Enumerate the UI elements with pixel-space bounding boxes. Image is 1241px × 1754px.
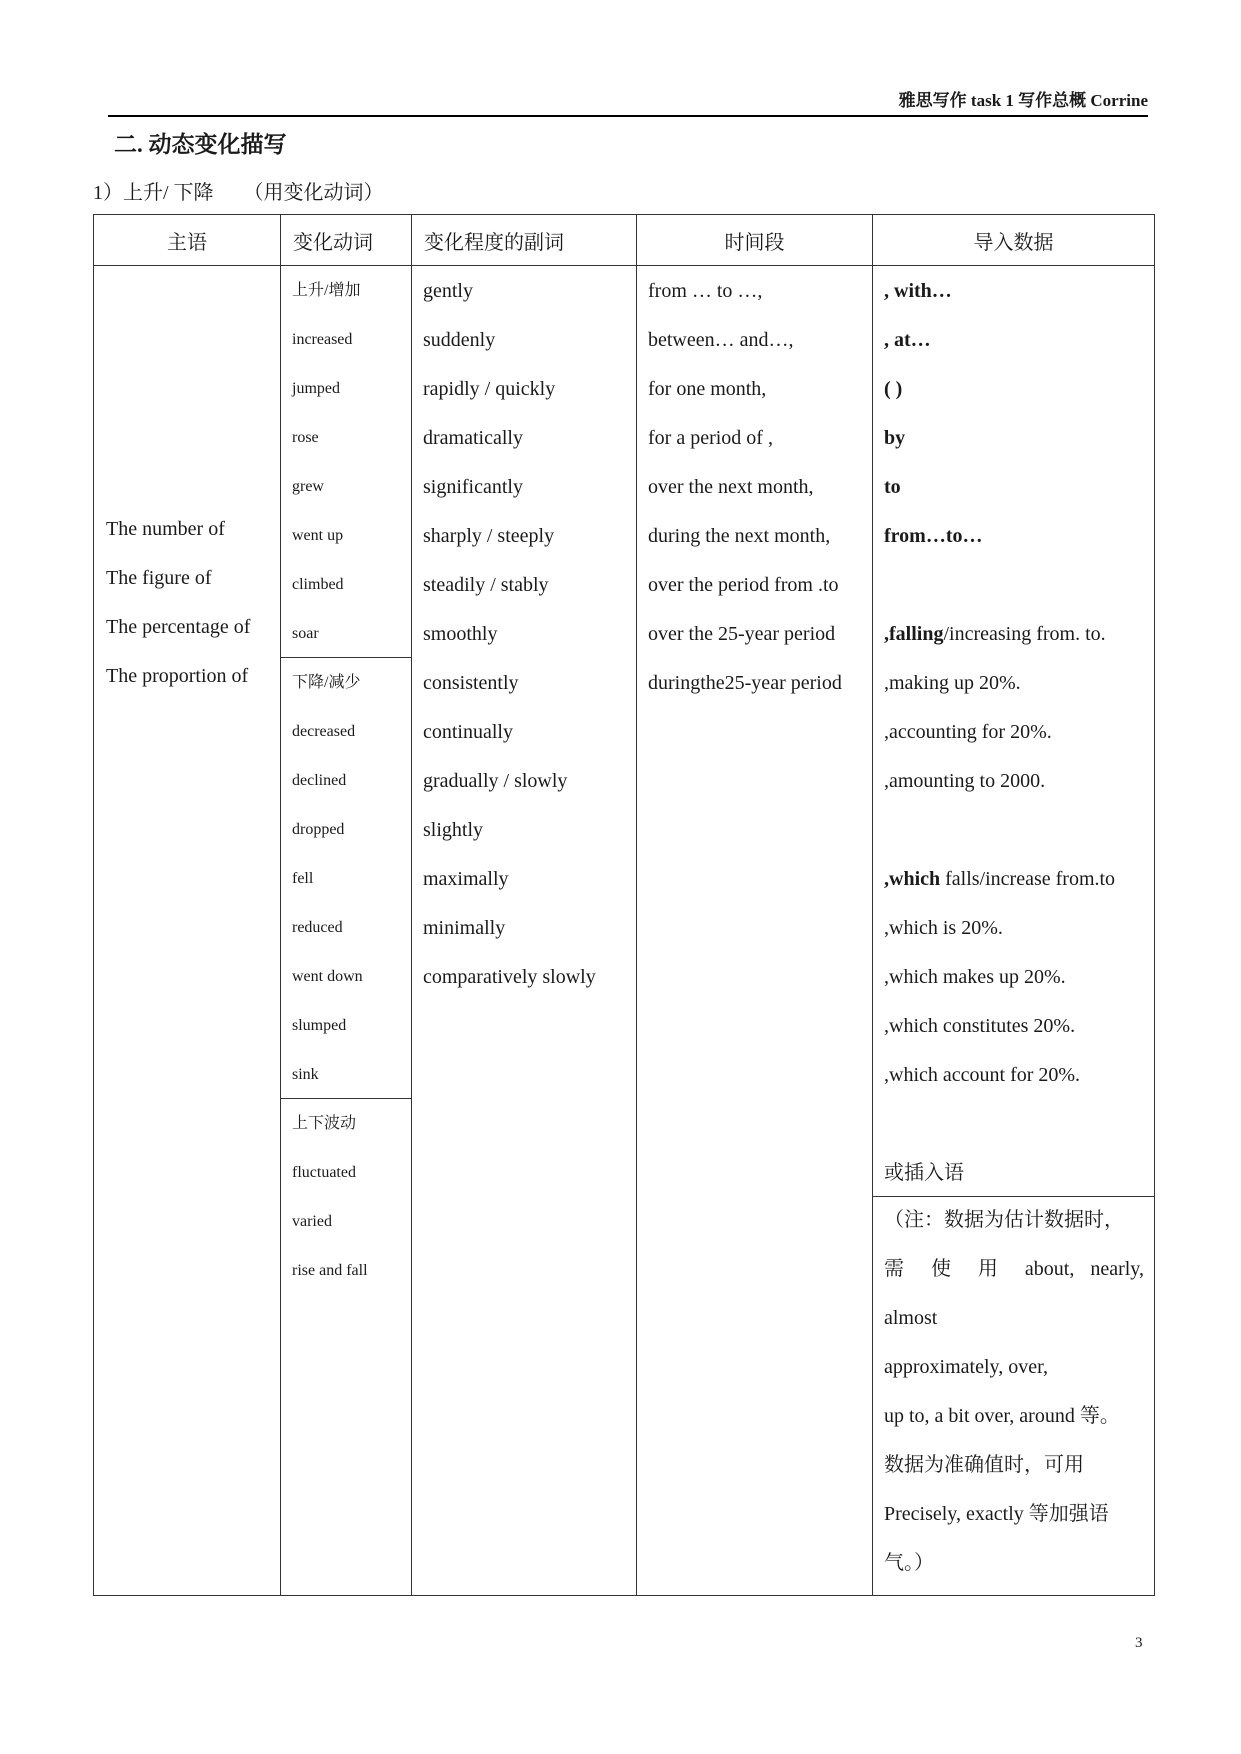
import-blank	[884, 813, 1144, 862]
note-line: 气。）	[884, 1552, 934, 1574]
period-item: over the next month,	[648, 476, 814, 498]
table-header-row	[94, 215, 1155, 266]
adverb-item: maximally	[423, 868, 509, 890]
import-item: from…to…	[884, 525, 983, 547]
header-import: 导入数据	[873, 215, 1155, 266]
adverb-item: continually	[423, 721, 513, 743]
period-item: between… and…,	[648, 329, 794, 351]
adverb-item: gently	[423, 280, 473, 302]
verb-item: fell	[292, 870, 314, 887]
sub-title: 1）上升/ 下降 （用变化动词）	[93, 182, 384, 204]
period-item: over the 25-year period	[648, 623, 836, 645]
import-blank	[884, 1107, 1144, 1156]
verb-item: increased	[292, 331, 353, 348]
verb-item: went down	[292, 968, 363, 985]
verb-item: 下降/减少	[292, 674, 361, 691]
subject-cell	[94, 266, 281, 1596]
verb-item: slumped	[292, 1017, 347, 1034]
verb-item: decreased	[292, 723, 356, 740]
import-bold-part: ,which	[884, 868, 941, 890]
period-item: from … to …,	[648, 280, 763, 302]
import-item: ,making up 20%.	[884, 672, 1021, 694]
adverb-item: significantly	[423, 476, 523, 498]
import-item: ,amounting to 2000.	[884, 770, 1046, 792]
section-title: 二. 动态变化描写	[114, 132, 287, 157]
header-verb: 变化动词	[281, 215, 412, 266]
adverb-item: dramatically	[423, 427, 523, 449]
verb-item: fluctuated	[292, 1164, 356, 1181]
period-item: for a period of ,	[648, 427, 773, 449]
import-item: 或插入语	[884, 1162, 964, 1184]
adverb-cell	[412, 266, 637, 1596]
period-item: for one month,	[648, 378, 767, 400]
import-item: ( )	[884, 378, 903, 400]
adverb-item: consistently	[423, 672, 519, 694]
verb-item: soar	[292, 625, 319, 642]
import-cell	[873, 266, 1155, 1596]
verb-item: rise and fall	[292, 1262, 368, 1279]
import-rest-part: falls/increase from.to	[940, 868, 1116, 890]
verb-item: jumped	[292, 380, 340, 397]
adverb-item: slightly	[423, 819, 484, 841]
adverb-item: suddenly	[423, 329, 496, 351]
subject-item: The number of	[106, 518, 225, 540]
import-item: ,which makes up 20%.	[884, 966, 1066, 988]
header-adverb: 变化程度的副词	[412, 215, 637, 266]
import-item: , with…	[884, 280, 952, 302]
header-subject: 主语	[94, 215, 281, 266]
note-line: approximately, over,	[884, 1356, 1048, 1378]
header-period: 时间段	[637, 215, 873, 266]
import-item: ,which is 20%.	[884, 917, 1003, 939]
note-line: 数据为准确值时，可用	[884, 1454, 1084, 1476]
verb-item: declined	[292, 772, 347, 789]
verb-item: 上升/增加	[292, 282, 361, 299]
verb-item: varied	[292, 1213, 332, 1230]
import-item	[884, 617, 1144, 666]
page-number: 3	[1135, 1635, 1143, 1651]
verb-item: climbed	[292, 576, 344, 593]
period-item: over the period from .to	[648, 574, 839, 596]
note-line: up to, a bit over, around 等。	[884, 1405, 1120, 1427]
adverb-item: comparatively slowly	[423, 966, 596, 988]
import-item: ,accounting for 20%.	[884, 721, 1052, 743]
adverb-item: gradually / slowly	[423, 770, 568, 792]
adverb-item: smoothly	[423, 623, 498, 645]
verb-group-fluctuate	[281, 1098, 411, 1303]
note-line: Precisely, exactly 等加强语	[884, 1503, 1109, 1525]
subject-item: The percentage of	[106, 616, 251, 638]
verb-item: 上下波动	[292, 1115, 357, 1132]
adverb-item: rapidly / quickly	[423, 378, 556, 400]
import-item	[884, 862, 1144, 911]
page-header: 雅思写作 task 1 写作总概 Corrine	[108, 86, 1148, 117]
import-item: ,which constitutes 20%.	[884, 1015, 1076, 1037]
adverb-item: minimally	[423, 917, 506, 939]
import-rest-part: /increasing from. to.	[943, 623, 1106, 645]
subject-item: The proportion of	[106, 665, 249, 687]
period-cell	[637, 266, 873, 1596]
import-item: by	[884, 427, 906, 449]
verb-item: sink	[292, 1066, 319, 1083]
adverb-item: steadily / stably	[423, 574, 549, 596]
period-item: during the next month,	[648, 525, 831, 547]
import-item: ,which account for 20%.	[884, 1064, 1081, 1086]
adverb-item: sharply / steeply	[423, 525, 555, 547]
note-line: almost	[884, 1307, 938, 1329]
import-item: to	[884, 476, 901, 498]
verb-item: rose	[292, 429, 319, 446]
verb-item: reduced	[292, 919, 343, 936]
subject-item: The figure of	[106, 567, 212, 589]
import-blank	[884, 568, 1144, 617]
verb-cell	[281, 266, 412, 1596]
verb-item: grew	[292, 478, 324, 495]
note-box	[873, 1196, 1154, 1595]
table-body-row	[94, 266, 1155, 1596]
verb-group-fall	[281, 657, 411, 1098]
period-item: duringthe25-year period	[648, 672, 842, 694]
note-line: （注：数据为估计数据时，	[884, 1209, 1124, 1231]
verb-group-rise	[281, 266, 411, 657]
vocab-table	[93, 214, 1155, 1596]
import-item: , at…	[884, 329, 931, 351]
import-bold-part: ,falling	[884, 623, 944, 645]
verb-item: went up	[292, 527, 344, 544]
verb-item: dropped	[292, 821, 345, 838]
note-line: 需 使 用 about, nearly,	[884, 1258, 1144, 1280]
